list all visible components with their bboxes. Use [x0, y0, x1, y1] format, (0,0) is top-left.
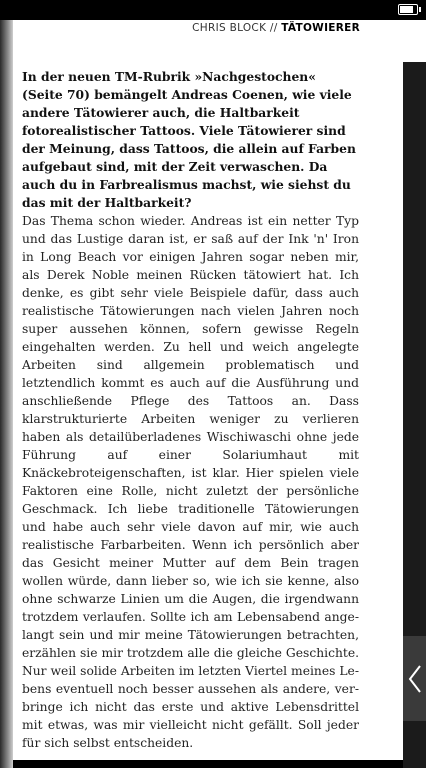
running-header [175, 22, 360, 34]
previous-page-button[interactable] [403, 636, 426, 721]
interview-question: In der neuen TM-Rubrik »Nachgestochen« (Seite 70) bemängelt Andreas Coenen, wie viele andere Tätowierer auch, die Haltbarkeit fotorealistischer Tattoos. Viele Tätowierer sind der Meinung, dass Tattoos, die allein auf Farben aufgebaut sind, mit der Zeit verwaschen. Da auch du in Farbrealismus machst, wie siehst du das mit der Haltbarkeit? [22, 69, 356, 210]
next-page-edge [403, 20, 426, 62]
header-separator: // [269, 22, 278, 34]
battery-level [400, 6, 413, 13]
battery-icon [398, 4, 418, 15]
status-bar [0, 0, 426, 20]
article-body [22, 68, 359, 752]
section-topic: TÄTOWIERER [281, 22, 360, 34]
author-name: CHRIS BLOCK [192, 22, 267, 34]
interview-answer: Das Thema schon wieder. Andreas ist ein netter Typ und das Lustige daran ist, er saß auf der Ink 'n' Iron in Long Beach vor einigen Jahren sogar neben mir, als Derek Noble meinen Rücken tätowiert hat. Ich denke, es gibt sehr viele Beispiele dafür, dass auch realistische Tätowierungen nach vielen Jahren noch super aussehen können, sofern gewisse Regeln eingehalten werden. Zu hell und weich angelegte Arbeiten sind allgemein problematisch und letztendlich kommt es auch auf die Ausführung und anschließende Pflege des Tattoos an. Dass klarstrukturierte Arbeiten weniger zu verlieren haben als detailüberladenes Wischiwaschi ohne jede Führung auf einer Solariumhaut mit Knäckebroteigenschaften, ist klar. Hier spielen viele Faktoren eine Rolle, nicht zuletzt der persönliche Geschmack. Ich liebe traditionelle Tätowierungen und habe auch sehr viele davon auf mir, wie auch realistische Farbarbeiten. Wenn ich persönlich aber das Gesicht meiner Mutter auf dem Bein tragen wollen würde, dann lieber so, wie ich sie kenne, also ohne schwarze Linien um die Augen, die irgendwann trotzdem verlaufen. Sollte ich am Lebensabend angelangt sein und mir meine Tätowierungen betrachten, erzählen sie mir trotzdem alle die gleiche Geschichte. Nur weil solide Arbeiten im letzten Viertel meines Lebens eventuell noch besser aussehen als andere, verbringe ich nicht das erste und aktive Lebensdrittel mit etwas, was mir vielleicht nicht gefällt. Soll jeder für sich selbst entscheiden. [22, 214, 359, 750]
chevron-left-icon [408, 664, 422, 694]
previous-page-edge [0, 20, 13, 768]
